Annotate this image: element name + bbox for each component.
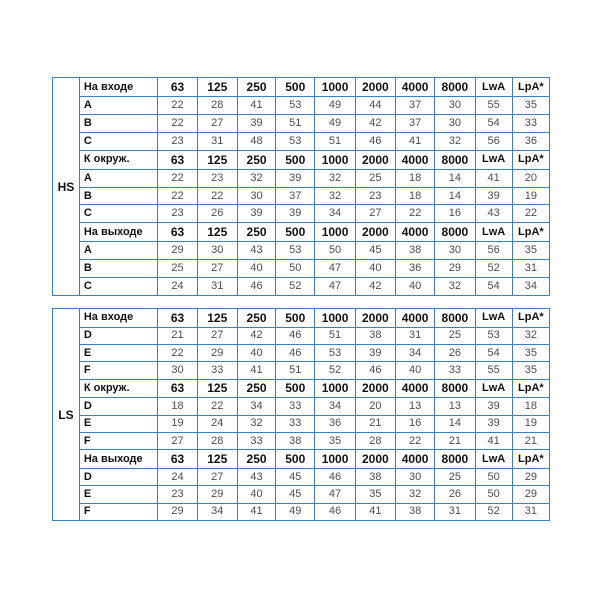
column-header: 4000: [395, 450, 434, 469]
value-cell: 14: [435, 415, 475, 432]
value-cell: 21: [435, 432, 475, 449]
value-cell: 42: [237, 327, 275, 344]
value-cell: 22: [158, 345, 197, 362]
column-header: 1000: [315, 309, 355, 328]
value-cell: 46: [355, 132, 395, 150]
table-row: [53, 260, 550, 278]
section-title: На входе: [79, 309, 158, 328]
value-cell: 27: [158, 432, 197, 449]
value-cell: 13: [395, 398, 434, 415]
value-cell: 39: [475, 415, 512, 432]
value-cell: 22: [158, 115, 197, 133]
value-cell: 20: [355, 398, 395, 415]
value-cell: 47: [315, 278, 355, 296]
value-cell: 18: [158, 398, 197, 415]
value-cell: 41: [355, 503, 395, 520]
table-row: [53, 205, 550, 223]
value-cell: 29: [512, 468, 549, 485]
row-label: D: [79, 398, 158, 415]
value-cell: 36: [395, 260, 434, 278]
table-row: [53, 97, 550, 115]
value-cell: 54: [475, 345, 512, 362]
value-cell: 56: [475, 242, 512, 260]
table-row: [53, 132, 550, 150]
value-cell: 40: [237, 345, 275, 362]
column-header: 125: [197, 150, 237, 169]
value-cell: 30: [395, 468, 434, 485]
value-cell: 35: [512, 345, 549, 362]
value-cell: 29: [197, 486, 237, 503]
column-header: 4000: [395, 150, 434, 169]
value-cell: 41: [237, 97, 275, 115]
value-cell: 40: [395, 362, 434, 379]
column-header: 8000: [435, 150, 475, 169]
value-cell: 33: [197, 362, 237, 379]
value-cell: 27: [355, 205, 395, 223]
row-label: E: [79, 486, 158, 503]
value-cell: 50: [315, 242, 355, 260]
value-cell: 24: [197, 415, 237, 432]
value-cell: 45: [355, 242, 395, 260]
value-cell: 47: [315, 486, 355, 503]
section-title: На выходе: [79, 450, 158, 469]
value-cell: 34: [512, 278, 549, 296]
section-header-row: [53, 450, 550, 469]
value-cell: 29: [158, 503, 197, 520]
value-cell: 51: [276, 362, 315, 379]
value-cell: 39: [276, 169, 315, 187]
column-header: LwA: [475, 450, 512, 469]
column-header: 2000: [355, 379, 395, 398]
value-cell: 33: [435, 362, 475, 379]
column-header: LpA*: [512, 309, 549, 328]
row-label: F: [79, 362, 158, 379]
value-cell: 35: [355, 486, 395, 503]
value-cell: 30: [158, 362, 197, 379]
value-cell: 34: [395, 345, 434, 362]
value-cell: 28: [355, 432, 395, 449]
column-header: 63: [158, 223, 197, 242]
value-cell: 22: [158, 97, 197, 115]
value-cell: 54: [475, 115, 512, 133]
table-row: [53, 115, 550, 133]
value-cell: 23: [158, 132, 197, 150]
value-cell: 39: [475, 398, 512, 415]
column-header: 2000: [355, 223, 395, 242]
value-cell: 22: [395, 432, 434, 449]
value-cell: 20: [512, 169, 549, 187]
value-cell: 34: [315, 398, 355, 415]
value-cell: 32: [237, 415, 275, 432]
value-cell: 56: [475, 132, 512, 150]
value-cell: 41: [237, 503, 275, 520]
value-cell: 30: [435, 115, 475, 133]
column-header: 1000: [315, 450, 355, 469]
row-label: B: [79, 187, 158, 205]
table-row: [53, 432, 550, 449]
noise-table: [52, 77, 550, 296]
table-row: [53, 242, 550, 260]
value-cell: 31: [512, 503, 549, 520]
section-title: К окруж.: [79, 150, 158, 169]
section-header-row: [53, 150, 550, 169]
value-cell: 25: [158, 260, 197, 278]
value-cell: 37: [395, 115, 434, 133]
value-cell: 51: [315, 327, 355, 344]
column-header: 125: [197, 309, 237, 328]
row-label: D: [79, 327, 158, 344]
value-cell: 23: [158, 205, 197, 223]
table-row: [53, 169, 550, 187]
value-cell: 41: [395, 132, 434, 150]
value-cell: 22: [158, 187, 197, 205]
column-header: 63: [158, 450, 197, 469]
value-cell: 52: [315, 362, 355, 379]
value-cell: 29: [512, 486, 549, 503]
value-cell: 22: [158, 169, 197, 187]
value-cell: 27: [197, 327, 237, 344]
group-label: HS: [53, 78, 80, 296]
value-cell: 24: [158, 278, 197, 296]
column-header: 63: [158, 379, 197, 398]
value-cell: 19: [512, 415, 549, 432]
value-cell: 33: [237, 432, 275, 449]
value-cell: 28: [197, 432, 237, 449]
value-cell: 31: [197, 132, 237, 150]
value-cell: 26: [435, 345, 475, 362]
value-cell: 53: [475, 327, 512, 344]
value-cell: 45: [276, 486, 315, 503]
row-label: C: [79, 132, 158, 150]
value-cell: 52: [276, 278, 315, 296]
value-cell: 44: [355, 97, 395, 115]
value-cell: 24: [158, 468, 197, 485]
value-cell: 33: [276, 398, 315, 415]
column-header: 250: [237, 223, 275, 242]
value-cell: 51: [276, 115, 315, 133]
column-header: LwA: [475, 150, 512, 169]
value-cell: 53: [276, 242, 315, 260]
value-cell: 47: [315, 260, 355, 278]
column-header: 63: [158, 150, 197, 169]
column-header: 250: [237, 379, 275, 398]
column-header: 1000: [315, 150, 355, 169]
column-header: LwA: [475, 78, 512, 97]
column-header: 125: [197, 223, 237, 242]
value-cell: 40: [237, 260, 275, 278]
column-header: 125: [197, 379, 237, 398]
table-row: [53, 327, 550, 344]
column-header: 250: [237, 150, 275, 169]
value-cell: 37: [395, 97, 434, 115]
value-cell: 23: [355, 187, 395, 205]
value-cell: 55: [475, 97, 512, 115]
value-cell: 38: [395, 242, 434, 260]
value-cell: 39: [355, 345, 395, 362]
value-cell: 41: [237, 362, 275, 379]
value-cell: 46: [315, 468, 355, 485]
value-cell: 48: [237, 132, 275, 150]
value-cell: 14: [435, 187, 475, 205]
section-title: К окруж.: [79, 379, 158, 398]
column-header: 1000: [315, 78, 355, 97]
row-label: A: [79, 242, 158, 260]
table-row: [53, 362, 550, 379]
value-cell: 32: [237, 169, 275, 187]
table-row: [53, 187, 550, 205]
value-cell: 32: [315, 187, 355, 205]
value-cell: 33: [512, 115, 549, 133]
table-row: [53, 398, 550, 415]
value-cell: 19: [512, 187, 549, 205]
value-cell: 55: [475, 362, 512, 379]
column-header: 500: [276, 78, 315, 97]
column-header: 1000: [315, 223, 355, 242]
value-cell: 32: [435, 132, 475, 150]
section-header-row: [53, 78, 550, 97]
value-cell: 30: [435, 97, 475, 115]
value-cell: 26: [435, 486, 475, 503]
value-cell: 39: [237, 115, 275, 133]
row-label: E: [79, 415, 158, 432]
value-cell: 18: [395, 169, 434, 187]
value-cell: 22: [197, 398, 237, 415]
column-header: 4000: [395, 309, 434, 328]
value-cell: 26: [197, 205, 237, 223]
value-cell: 18: [395, 187, 434, 205]
value-cell: 35: [512, 362, 549, 379]
column-header: 2000: [355, 309, 395, 328]
value-cell: 49: [276, 503, 315, 520]
value-cell: 31: [395, 327, 434, 344]
column-header: LwA: [475, 379, 512, 398]
value-cell: 52: [475, 260, 512, 278]
column-header: 500: [276, 309, 315, 328]
value-cell: 25: [435, 468, 475, 485]
value-cell: 22: [512, 205, 549, 223]
value-cell: 22: [395, 205, 434, 223]
value-cell: 36: [512, 132, 549, 150]
column-header: 500: [276, 150, 315, 169]
column-header: 8000: [435, 309, 475, 328]
column-header: 2000: [355, 78, 395, 97]
column-header: LpA*: [512, 78, 549, 97]
noise-table: [52, 308, 550, 521]
column-header: 250: [237, 309, 275, 328]
noise-table-hs: [52, 77, 550, 296]
column-header: 500: [276, 450, 315, 469]
table-row: [53, 486, 550, 503]
value-cell: 33: [276, 415, 315, 432]
value-cell: 34: [237, 398, 275, 415]
value-cell: 46: [355, 362, 395, 379]
column-header: 2000: [355, 150, 395, 169]
value-cell: 53: [276, 132, 315, 150]
section-title: На входе: [79, 78, 158, 97]
row-label: A: [79, 97, 158, 115]
row-label: F: [79, 432, 158, 449]
column-header: 4000: [395, 379, 434, 398]
value-cell: 46: [276, 345, 315, 362]
value-cell: 32: [435, 278, 475, 296]
value-cell: 54: [475, 278, 512, 296]
value-cell: 39: [237, 205, 275, 223]
column-header: LpA*: [512, 223, 549, 242]
value-cell: 18: [512, 398, 549, 415]
row-label: F: [79, 503, 158, 520]
value-cell: 39: [276, 205, 315, 223]
column-header: 4000: [395, 223, 434, 242]
value-cell: 42: [355, 115, 395, 133]
value-cell: 53: [315, 345, 355, 362]
value-cell: 29: [435, 260, 475, 278]
row-label: E: [79, 345, 158, 362]
value-cell: 22: [197, 187, 237, 205]
value-cell: 50: [475, 486, 512, 503]
value-cell: 31: [435, 503, 475, 520]
column-header: 125: [197, 450, 237, 469]
row-label: A: [79, 169, 158, 187]
value-cell: 43: [237, 242, 275, 260]
column-header: 63: [158, 78, 197, 97]
column-header: 8000: [435, 450, 475, 469]
value-cell: 34: [197, 503, 237, 520]
column-header: 250: [237, 78, 275, 97]
table-row: [53, 278, 550, 296]
value-cell: 32: [395, 486, 434, 503]
value-cell: 30: [197, 242, 237, 260]
value-cell: 23: [158, 486, 197, 503]
value-cell: 25: [355, 169, 395, 187]
value-cell: 35: [315, 432, 355, 449]
value-cell: 38: [395, 503, 434, 520]
row-label: C: [79, 205, 158, 223]
value-cell: 51: [315, 132, 355, 150]
row-label: C: [79, 278, 158, 296]
noise-table-ls: [52, 308, 550, 521]
value-cell: 36: [315, 415, 355, 432]
column-header: 1000: [315, 379, 355, 398]
value-cell: 46: [237, 278, 275, 296]
column-header: 4000: [395, 78, 434, 97]
value-cell: 50: [276, 260, 315, 278]
value-cell: 31: [512, 260, 549, 278]
column-header: LpA*: [512, 450, 549, 469]
value-cell: 52: [475, 503, 512, 520]
value-cell: 31: [197, 278, 237, 296]
value-cell: 21: [158, 327, 197, 344]
value-cell: 21: [355, 415, 395, 432]
column-header: 8000: [435, 223, 475, 242]
row-label: B: [79, 115, 158, 133]
value-cell: 46: [315, 503, 355, 520]
row-label: B: [79, 260, 158, 278]
column-header: 8000: [435, 78, 475, 97]
value-cell: 32: [315, 169, 355, 187]
value-cell: 40: [355, 260, 395, 278]
value-cell: 49: [315, 97, 355, 115]
value-cell: 39: [475, 187, 512, 205]
value-cell: 27: [197, 115, 237, 133]
column-header: LwA: [475, 223, 512, 242]
column-header: 63: [158, 309, 197, 328]
value-cell: 45: [276, 468, 315, 485]
table-row: [53, 503, 550, 520]
value-cell: 29: [197, 345, 237, 362]
section-header-row: [53, 223, 550, 242]
value-cell: 27: [197, 260, 237, 278]
value-cell: 34: [315, 205, 355, 223]
value-cell: 25: [435, 327, 475, 344]
column-header: 500: [276, 379, 315, 398]
section-header-row: [53, 379, 550, 398]
value-cell: 42: [355, 278, 395, 296]
value-cell: 23: [197, 169, 237, 187]
value-cell: 53: [276, 97, 315, 115]
value-cell: 27: [197, 468, 237, 485]
value-cell: 38: [276, 432, 315, 449]
value-cell: 43: [475, 205, 512, 223]
value-cell: 41: [475, 432, 512, 449]
value-cell: 32: [512, 327, 549, 344]
value-cell: 28: [197, 97, 237, 115]
section-header-row: [53, 309, 550, 328]
table-row: [53, 415, 550, 432]
value-cell: 14: [435, 169, 475, 187]
row-label: D: [79, 468, 158, 485]
value-cell: 35: [512, 242, 549, 260]
group-label: LS: [53, 309, 80, 521]
value-cell: 38: [355, 468, 395, 485]
value-cell: 49: [315, 115, 355, 133]
value-cell: 21: [512, 432, 549, 449]
column-header: 2000: [355, 450, 395, 469]
value-cell: 46: [276, 327, 315, 344]
value-cell: 50: [475, 468, 512, 485]
column-header: LpA*: [512, 379, 549, 398]
value-cell: 43: [237, 468, 275, 485]
value-cell: 37: [276, 187, 315, 205]
column-header: 8000: [435, 379, 475, 398]
column-header: 250: [237, 450, 275, 469]
value-cell: 16: [395, 415, 434, 432]
value-cell: 29: [158, 242, 197, 260]
column-header: 500: [276, 223, 315, 242]
value-cell: 35: [512, 97, 549, 115]
value-cell: 40: [395, 278, 434, 296]
value-cell: 30: [435, 242, 475, 260]
section-title: На выходе: [79, 223, 158, 242]
table-row: [53, 345, 550, 362]
column-header: LwA: [475, 309, 512, 328]
value-cell: 16: [435, 205, 475, 223]
column-header: 125: [197, 78, 237, 97]
table-row: [53, 468, 550, 485]
value-cell: 38: [355, 327, 395, 344]
column-header: LpA*: [512, 150, 549, 169]
value-cell: 40: [237, 486, 275, 503]
value-cell: 30: [237, 187, 275, 205]
value-cell: 19: [158, 415, 197, 432]
value-cell: 41: [475, 169, 512, 187]
value-cell: 13: [435, 398, 475, 415]
